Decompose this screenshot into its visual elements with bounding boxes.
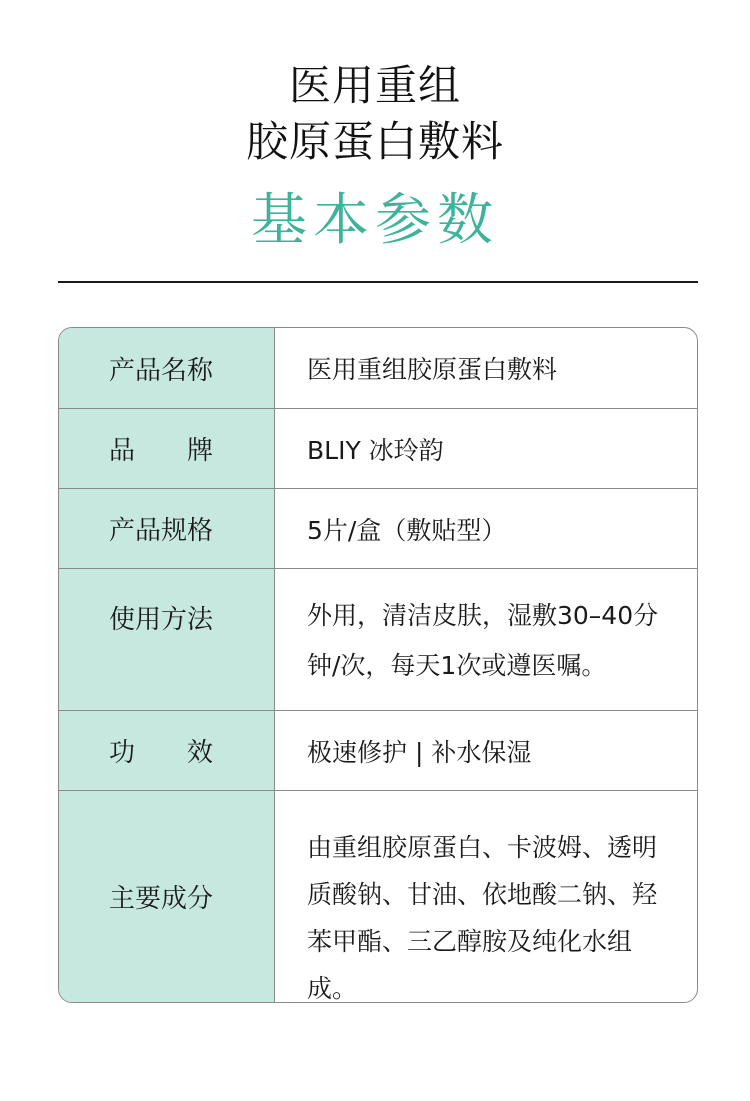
row-value: BLIY 冰玲韵 <box>307 435 444 465</box>
row-label-char: 效 <box>187 738 214 768</box>
row-label-char: 功 <box>109 738 136 768</box>
table-row-usage <box>59 568 697 710</box>
title-line-1: 医用重组 <box>288 61 461 110</box>
row-label <box>59 711 275 790</box>
value-line: 钟/次，每天1次或遵医嘱。 <box>307 651 607 680</box>
table-row-ingredients <box>59 790 697 1002</box>
row-value <box>275 791 697 1002</box>
row-label: 主要成分 <box>59 791 275 1002</box>
row-label: 产品名称 <box>59 328 275 408</box>
table-row-product-name <box>59 328 697 408</box>
value-line: 外用，清洁皮肤，湿敷30–40分 <box>307 601 659 630</box>
page-header <box>0 0 750 254</box>
row-label: 使用方法 <box>59 569 275 710</box>
value-line: 由重组胶原蛋白、卡波姆、透明 <box>307 833 658 862</box>
value-line: 苯甲酯、三乙醇胺及纯化水组成。 <box>307 927 633 1003</box>
section-subtitle: 基本参数 <box>251 188 499 253</box>
table-row-spec <box>59 488 697 568</box>
row-value: 5片/盒（敷贴型） <box>307 515 507 545</box>
row-label-char: 牌 <box>187 436 214 466</box>
table-row-brand <box>59 408 697 488</box>
row-value: 极速修护 | 补水保湿 <box>307 737 532 767</box>
spec-table <box>58 327 698 1003</box>
table-row-effect <box>59 710 697 790</box>
header-divider <box>58 281 698 283</box>
row-value <box>275 569 697 710</box>
title-line-2: 胶原蛋白敷料 <box>245 117 504 166</box>
row-value: 医用重组胶原蛋白敷料 <box>307 355 558 384</box>
value-line: 质酸钠、甘油、依地酸二钠、羟 <box>307 880 658 909</box>
row-label-char: 品 <box>109 436 136 466</box>
row-label <box>59 409 275 488</box>
row-label: 产品规格 <box>59 489 275 568</box>
